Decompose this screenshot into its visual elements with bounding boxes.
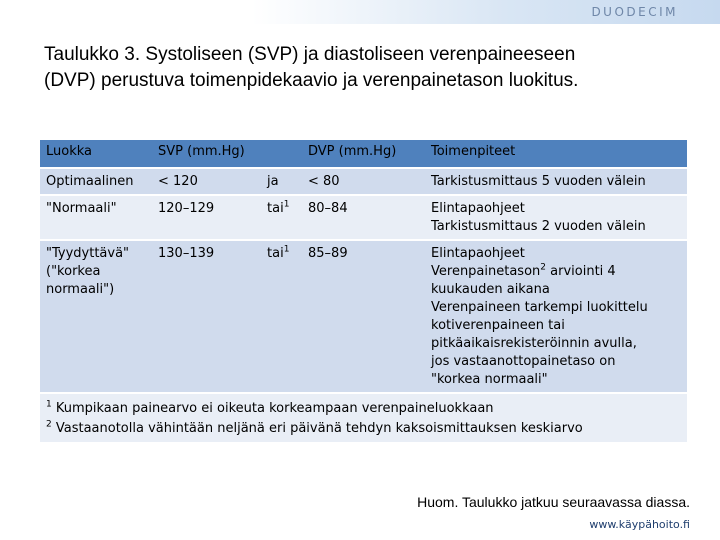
header-luokka: Luokka [46, 144, 93, 159]
footnote-number: 1 [46, 399, 52, 410]
luokka-text: "Tyydyttävä" [46, 246, 130, 261]
toimenpide-text: pitkäaikaisrekisteröinnin avulla, [431, 336, 637, 351]
toimenpide-text: "korkea normaali" [431, 372, 548, 387]
luokka-text: normaali") [46, 282, 115, 297]
cell-toimenpiteet [425, 196, 687, 239]
footnote-text: Vastaanotolla vähintään neljänä eri päivänä tehdyn kaksoismittauksen keskiarvo [51, 421, 583, 436]
join-text: ja [267, 174, 279, 189]
table-row [40, 169, 687, 194]
brand-logo: DUODECIM [591, 5, 678, 19]
cell-svp: 130–139 [158, 246, 215, 261]
luokka-text: "Normaali" [46, 201, 117, 216]
toimenpide-text: Tarkistusmittaus 2 vuoden välein [431, 219, 646, 234]
toimenpide-text: Elintapaohjeet [431, 201, 525, 216]
toimenpide-part: Verenpainetason [431, 264, 541, 279]
toimenpide-text: Elintapaohjeet [431, 246, 525, 261]
cell-dvp: 85–89 [308, 246, 348, 261]
toimenpide-text: kotiverenpaineen tai [431, 318, 565, 333]
footnote-text: Kumpikaan painearvo ei oikeuta korkeampaan verenpaineluokkaan [51, 401, 494, 416]
top-banner [0, 0, 720, 24]
cell-luokka [40, 196, 152, 239]
luokka-text: Optimaalinen [46, 174, 134, 189]
cell-svp: 120–129 [158, 201, 215, 216]
cell-join [261, 169, 302, 194]
footnote-ref: 2 [540, 262, 547, 273]
slide-title [44, 42, 684, 94]
footnote [46, 419, 681, 439]
toimenpide-text: Verenpaineen tarkempi luokittelu [431, 300, 648, 315]
toimenpide-text: kuukauden aikana [431, 282, 550, 297]
cell-join [261, 241, 302, 392]
cell-luokka [40, 169, 152, 194]
title-line-2: (DVP) perustuva toimenpidekaavio ja verenpainetason luokitus. [44, 70, 579, 91]
toimenpide-text: jos vastaanottopainetaso on [431, 354, 616, 369]
cell-luokka [40, 241, 152, 392]
toimenpide-text [431, 263, 682, 281]
join-text: tai [267, 201, 284, 216]
table-footnotes [40, 394, 687, 442]
header-dvp: DVP (mm.Hg) [308, 144, 397, 159]
table-row [40, 241, 687, 392]
cell-dvp: 80–84 [308, 201, 348, 216]
footnote-ref: 1 [283, 244, 290, 255]
footnote [46, 399, 681, 419]
table-header-row [40, 140, 687, 167]
table-row [40, 196, 687, 239]
site-url[interactable]: www.käypähoito.fi [589, 518, 690, 531]
continuation-note: Huom. Taulukko jatkuu seuraavassa diassa. [417, 494, 690, 510]
cell-toimenpiteet [425, 169, 687, 194]
join-text: tai [267, 246, 284, 261]
classification-table [40, 140, 687, 442]
cell-toimenpiteet [425, 241, 687, 392]
footnote-ref: 1 [283, 199, 290, 210]
cell-join [261, 196, 302, 239]
toimenpide-part: arviointi 4 [546, 264, 616, 279]
header-join [261, 152, 302, 155]
title-line-1: Taulukko 3. Systoliseen (SVP) ja diastoliseen verenpaineeseen [44, 44, 576, 65]
header-toimenpiteet: Toimenpiteet [431, 144, 516, 159]
cell-dvp: < 80 [308, 174, 340, 189]
footnote-number: 2 [46, 419, 52, 430]
cell-svp: < 120 [158, 174, 198, 189]
luokka-text: ("korkea [46, 264, 101, 279]
header-svp: SVP (mm.Hg) [158, 144, 245, 159]
toimenpide-text: Tarkistusmittaus 5 vuoden välein [431, 174, 646, 189]
